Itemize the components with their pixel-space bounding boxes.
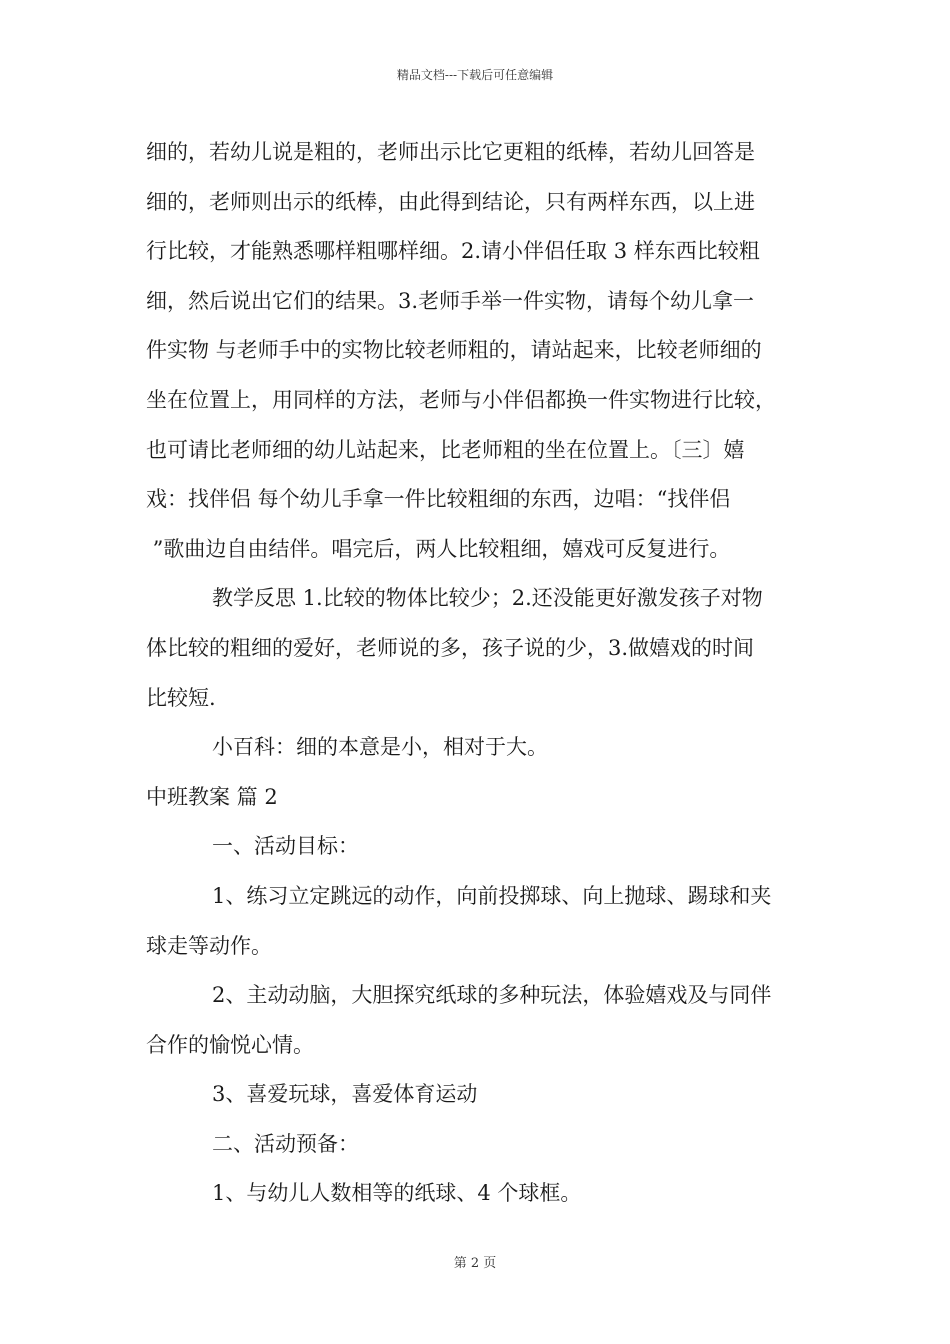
subsection-heading: 一、活动目标：: [212, 834, 359, 859]
encyclopedia-note: 小百科：细的本意是小，相对于大。: [212, 735, 548, 760]
text-line: 细，然后说出它们的结果。3.老师手举一件实物，请每个幼儿拿一: [146, 288, 755, 313]
subsection-heading: 二、活动预备：: [212, 1131, 359, 1156]
page-number: 第 2 页: [453, 1256, 497, 1271]
list-item: 3、喜爱玩球，喜爱体育运动: [212, 1082, 478, 1107]
page-header: 精品文档---下载后可任意编辑: [396, 68, 554, 82]
section-heading: 中班教案 篇 2: [146, 784, 278, 809]
text-line: 合作的愉悦心情。: [146, 1032, 314, 1057]
list-item: 1、练习立定跳远的动作，向前投掷球、向上抛球、踢球和夹: [212, 883, 772, 908]
text-line: 细的，老师则出示的纸棒，由此得到结论，只有两样东西，以上进: [146, 189, 755, 214]
text-line: 体比较的粗细的爱好，老师说的多，孩子说的少，3.做嬉戏的时间: [146, 635, 755, 660]
text-line: 球走等动作。: [146, 933, 272, 958]
text-line: 比较短.: [146, 685, 216, 710]
list-item: 1、与幼儿人数相等的纸球、4 个球框。: [212, 1181, 582, 1206]
text-line: 也可请比老师细的幼儿站起来，比老师粗的坐在位置上。〔三〕嬉: [146, 437, 745, 462]
text-line: 戏：找伴侣 每个幼儿手拿一件比较粗细的东西，边唱：“找伴侣: [146, 487, 731, 512]
text-line: ”歌曲边自由结伴。唱完后，两人比较粗细，嬉戏可反复进行。: [146, 536, 731, 561]
text-line: 坐在位置上，用同样的方法，老师与小伴侣都换一件实物进行比较，: [146, 387, 776, 412]
document-body: [146, 128, 810, 1219]
reflection-paragraph: 教学反思 1.比较的物体比较少；2.还没能更好激发孩子对物: [212, 586, 763, 611]
text-line: 行比较，才能熟悉哪样粗哪样细。2.请小伴侣任取 3 样东西比较粗: [146, 239, 760, 264]
text-line: 件实物 与老师手中的实物比较老师粗的，请站起来，比较老师细的: [146, 338, 762, 363]
list-item: 2、主动动脑，大胆探究纸球的多种玩法，体验嬉戏及与同伴: [212, 983, 772, 1008]
text-line: 细的，若幼儿说是粗的，老师出示比它更粗的纸棒，若幼儿回答是: [146, 140, 755, 164]
